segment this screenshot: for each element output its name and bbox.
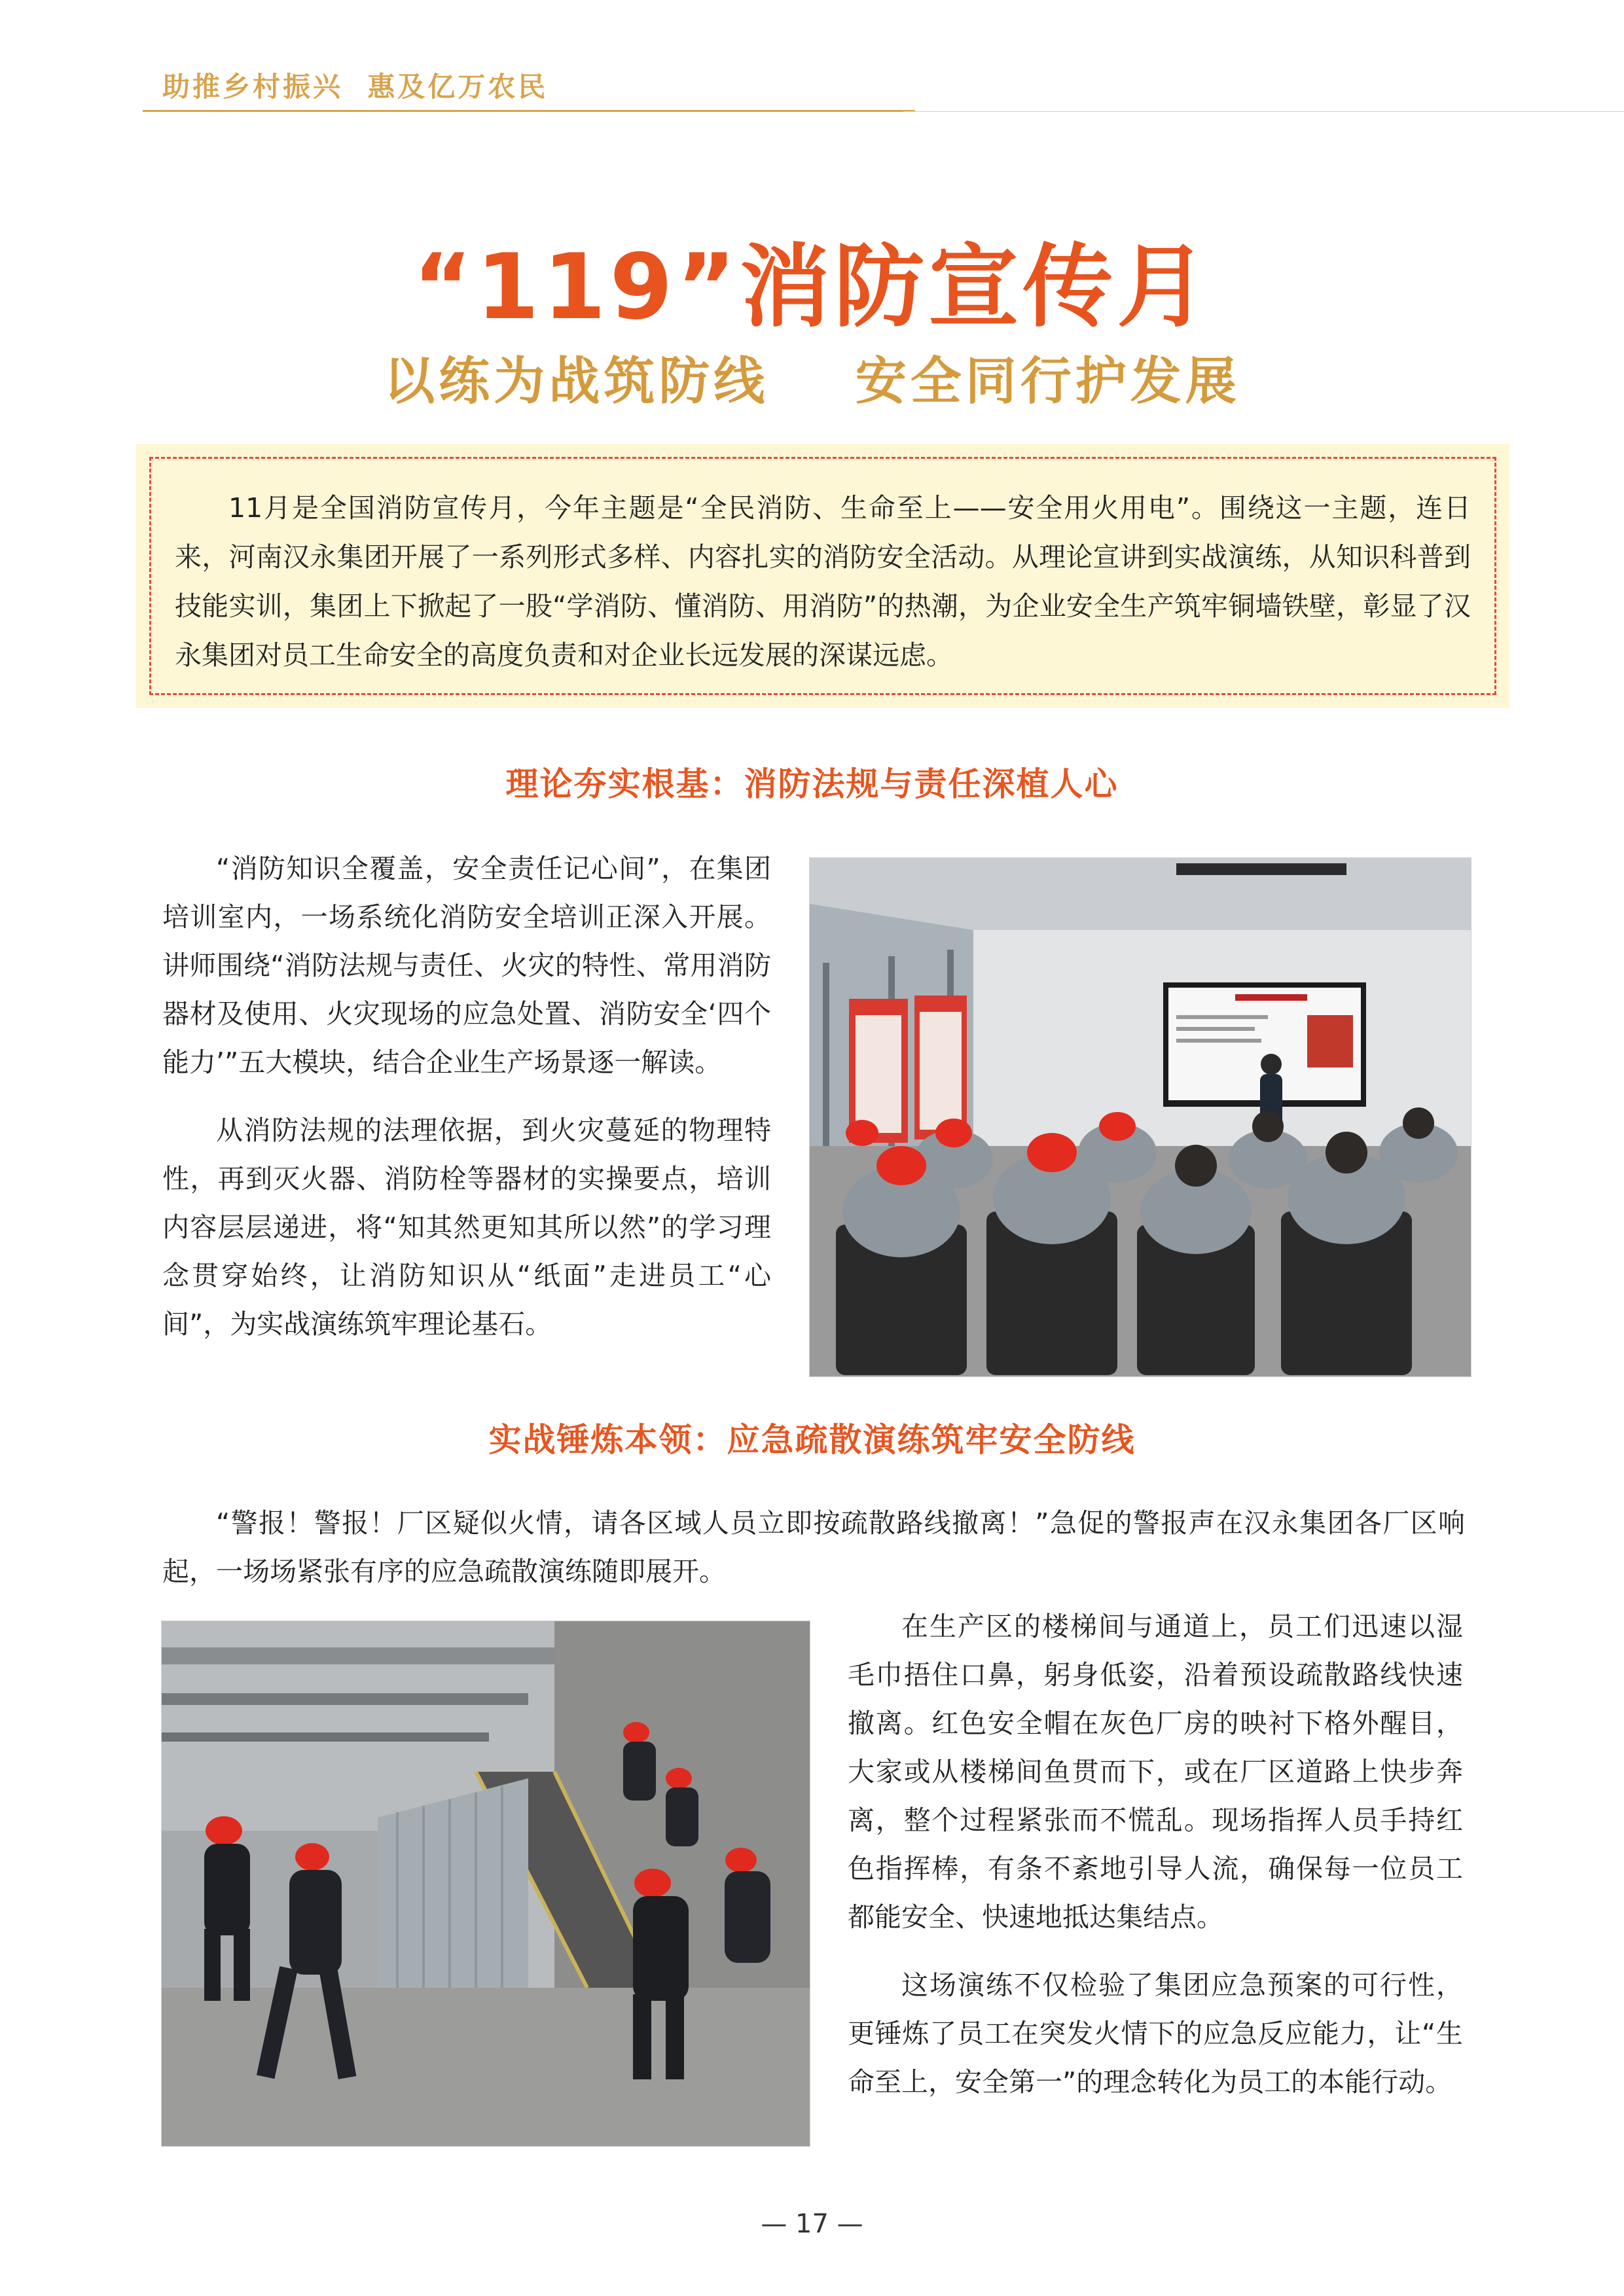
evacuation-drill-illustration — [162, 1621, 810, 2146]
page-title: “119”消防宣传月 — [412, 234, 1212, 340]
section-title-theory: 理论夯实根基：消防法规与责任深植人心 — [505, 765, 1119, 803]
training-room-illustration — [810, 858, 1471, 1376]
header-rule-thin — [903, 111, 1624, 112]
running-head: 助推乡村振兴 惠及亿万农民 — [162, 71, 549, 103]
intro-text: 11月是全国消防宣传月，今年主题是“全民消防、生命至上——安全用火用电”。围绕这一主题，连日来，河南汉永集团开展了一系列形式多样、内容扎实的消防安全活动。从理论宣讲到实战演练，从知识科普到技能实训，集团上下掀起了一股“学消防、懂消防、用消防”的热潮，为企业安全生产筑牢铜墙铁壁，彰显了汉永集团对员工生命安全的高度负责和对企业长远发展的深谋远虑。 — [175, 492, 1471, 671]
section2-paragraph-2: 这场演练不仅检验了集团应急预案的可行性，更锤炼了员工在突发火情下的应急反应能力，让“生命至上，安全第一”的理念转化为员工的本能行动。 — [848, 1969, 1463, 2098]
section1-text — [162, 844, 771, 1368]
intro-dashed-border — [149, 457, 1496, 695]
evacuation-drill-photo — [161, 1621, 810, 2147]
section1-paragraph-2: 从消防法规的法理依据，到火灾蔓延的物理特性，再到灭火器、消防栓等器材的实操要点，培训内容层层递进，将“知其然更知其所以然”的学习理念贯穿始终，让消防知识从“纸面”走进员工“心间”，为实战演练筑牢理论基石。 — [162, 1115, 771, 1340]
section2-lead — [162, 1499, 1465, 1615]
page-number: — 17 — — [761, 2209, 863, 2239]
section1-paragraph-1: “消防知识全覆盖，安全责任记心间”，在集团培训室内，一场系统化消防安全培训正深入开展。讲师围绕“消防法规与责任、火灾的特性、常用消防器材及使用、火灾现场的应急处置、消防安全‘四个能力’”五大模块，结合企业生产场景逐一解读。 — [162, 853, 771, 1078]
training-room-photo — [809, 857, 1471, 1377]
section-title-drill: 实战锤炼本领：应急疏散演练筑牢安全防线 — [488, 1421, 1136, 1459]
header-rule — [143, 110, 915, 112]
intro-box — [136, 444, 1509, 708]
section2-text — [848, 1602, 1463, 2126]
section2-lead-paragraph: “警报！警报！厂区疑似火情，请各区域人员立即按疏散路线撤离！”急促的警报声在汉永集团各厂区响起，一场场紧张有序的应急疏散演练随即展开。 — [162, 1507, 1465, 1587]
section2-paragraph-1: 在生产区的楼梯间与通道上，员工们迅速以湿毛巾捂住口鼻，躬身低姿，沿着预设疏散路线快速撤离。红色安全帽在灰色厂房的映衬下格外醒目，大家或从楼梯间鱼贯而下，或在厂区道路上快步奔离，整个过程紧张而不慌乱。现场指挥人员手持红色指挥棒，有条不紊地引导人流，确保每一位员工都能安全、快速地抵达集结点。 — [848, 1611, 1463, 1933]
page-subtitle: 以练为战筑防线 安全同行护发展 — [384, 352, 1240, 411]
